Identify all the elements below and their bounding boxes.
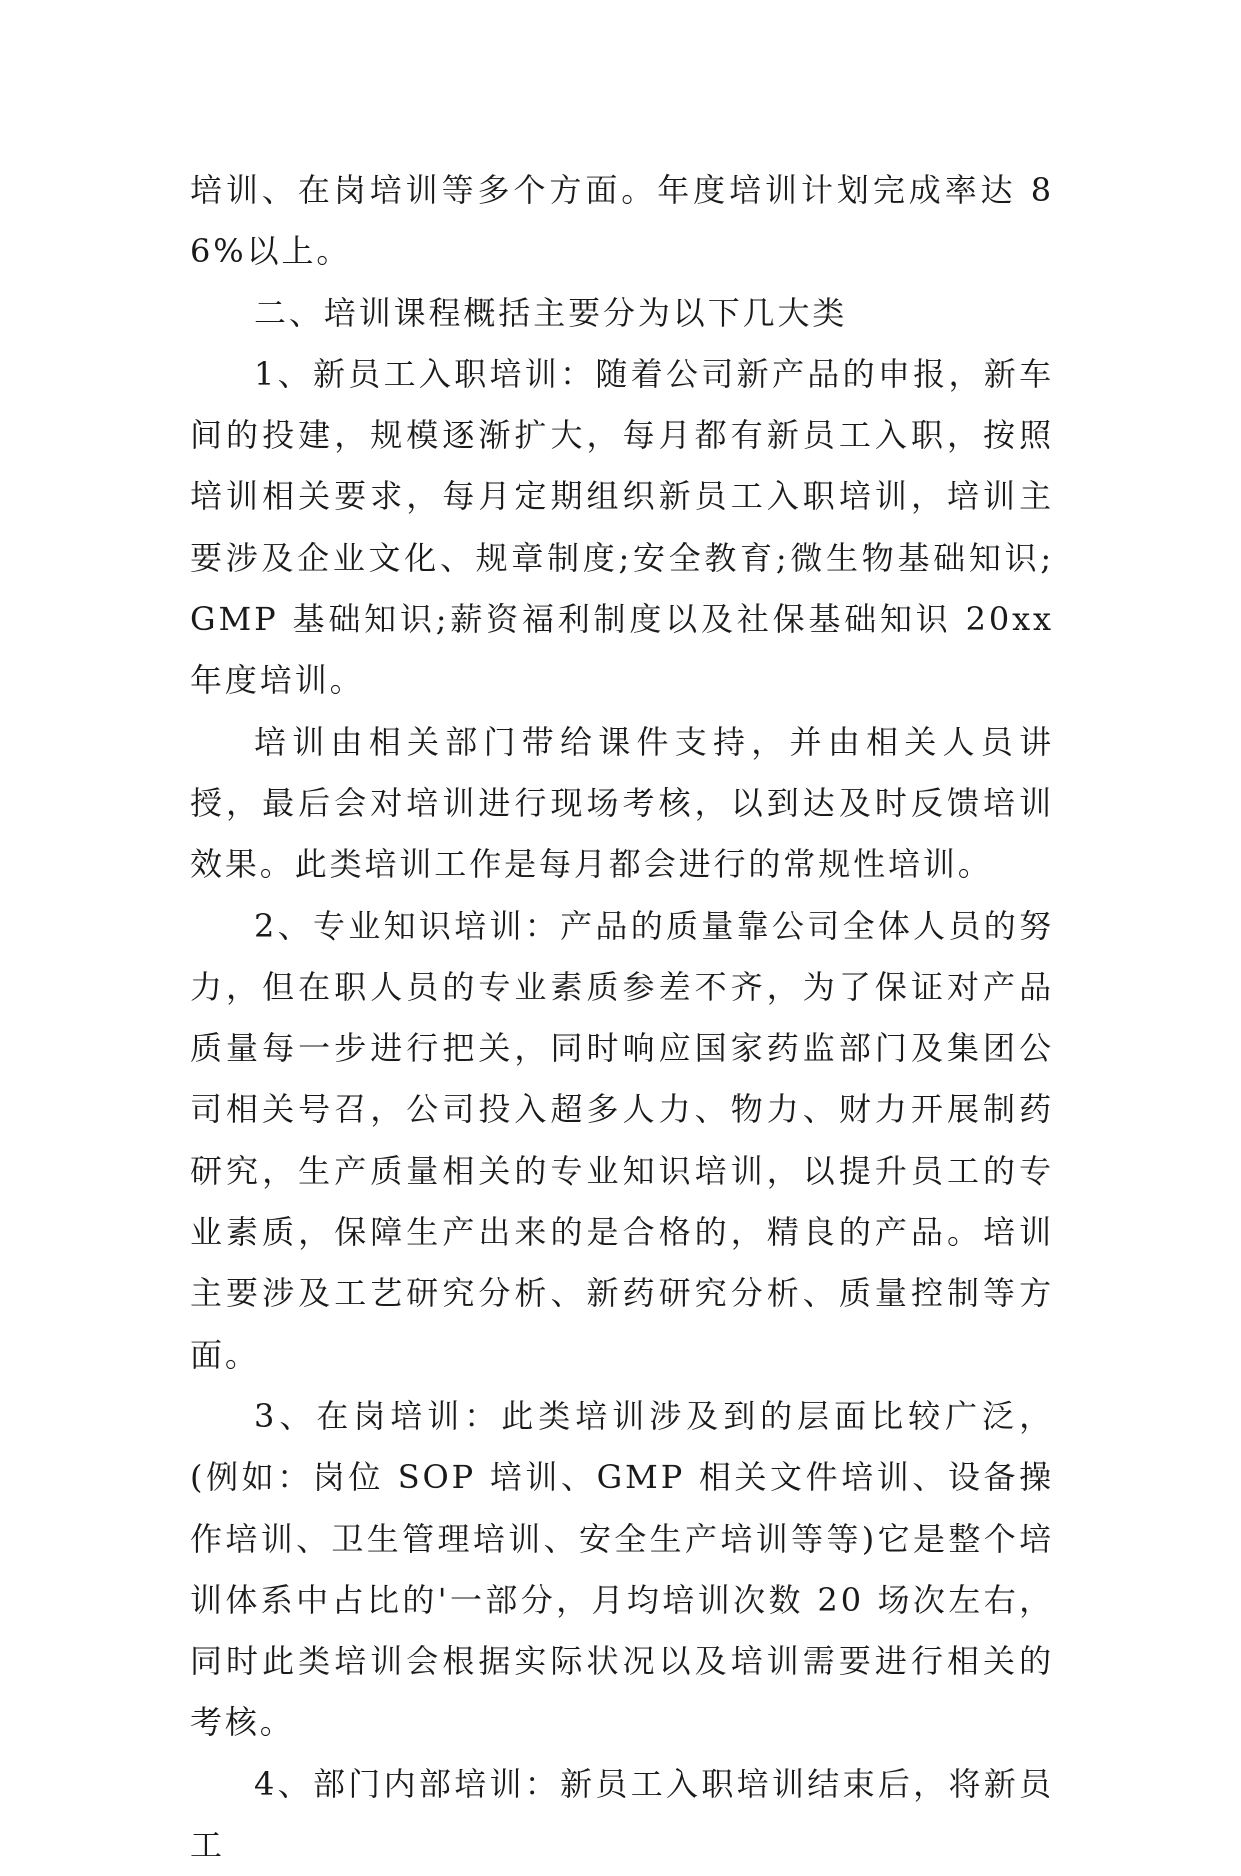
paragraph-new-employee-training: 1、新员工入职培训：随着公司新产品的申报，新车间的投建，规模逐渐扩大，每月都有新员工入职，按照培训相关要求，每月定期组织新员工入职培训，培训主要涉及企业文化、规章制度;安全教育;微生物基础知识;GMP 基础知识;薪资福利制度以及社保基础知识 20xx 年度培训。: [190, 354, 1054, 700]
paragraph-professional-training: 2、专业知识培训：产品的质量靠公司全体人员的努力，但在职人员的专业素质参差不齐，为了保证对产品质量每一步进行把关，同时响应国家药监部门及集团公司相关号召，公司投入超多人力、物力、财力开展制药研究，生产质量相关的专业知识培训，以提升员工的专业素质，保障生产出来的是合格的，精良的产品。培训主要涉及工艺研究分析、新药研究分析、质量控制等方面。: [190, 906, 1054, 1374]
document-body: [190, 160, 1054, 1876]
section-heading: 二、培训课程概括主要分为以下几大类: [254, 293, 848, 332]
paragraph-continuation: 培训、在岗培训等多个方面。年度培训计划完成率达 86%以上。: [190, 171, 1054, 271]
paragraph-training-support: 培训由相关部门带给课件支持，并由相关人员讲授，最后会对培训进行现场考核，以到达及时反馈培训效果。此类培训工作是每月都会进行的常规性培训。: [190, 722, 1054, 884]
paragraph-on-job-training: 3、在岗培训：此类培训涉及到的层面比较广泛，(例如：岗位 SOP 培训、GMP 相关文件培训、设备操作培训、卫生管理培训、安全生产培训等等)它是整个培训体系中占比的'一部分，月均培训次数 20 场次左右，同时此类培训会根据实际状况以及培训需要进行相关的考核。: [190, 1396, 1054, 1742]
paragraph-internal-training: 4、部门内部培训：新员工入职培训结束后，将新员工: [190, 1764, 1054, 1865]
